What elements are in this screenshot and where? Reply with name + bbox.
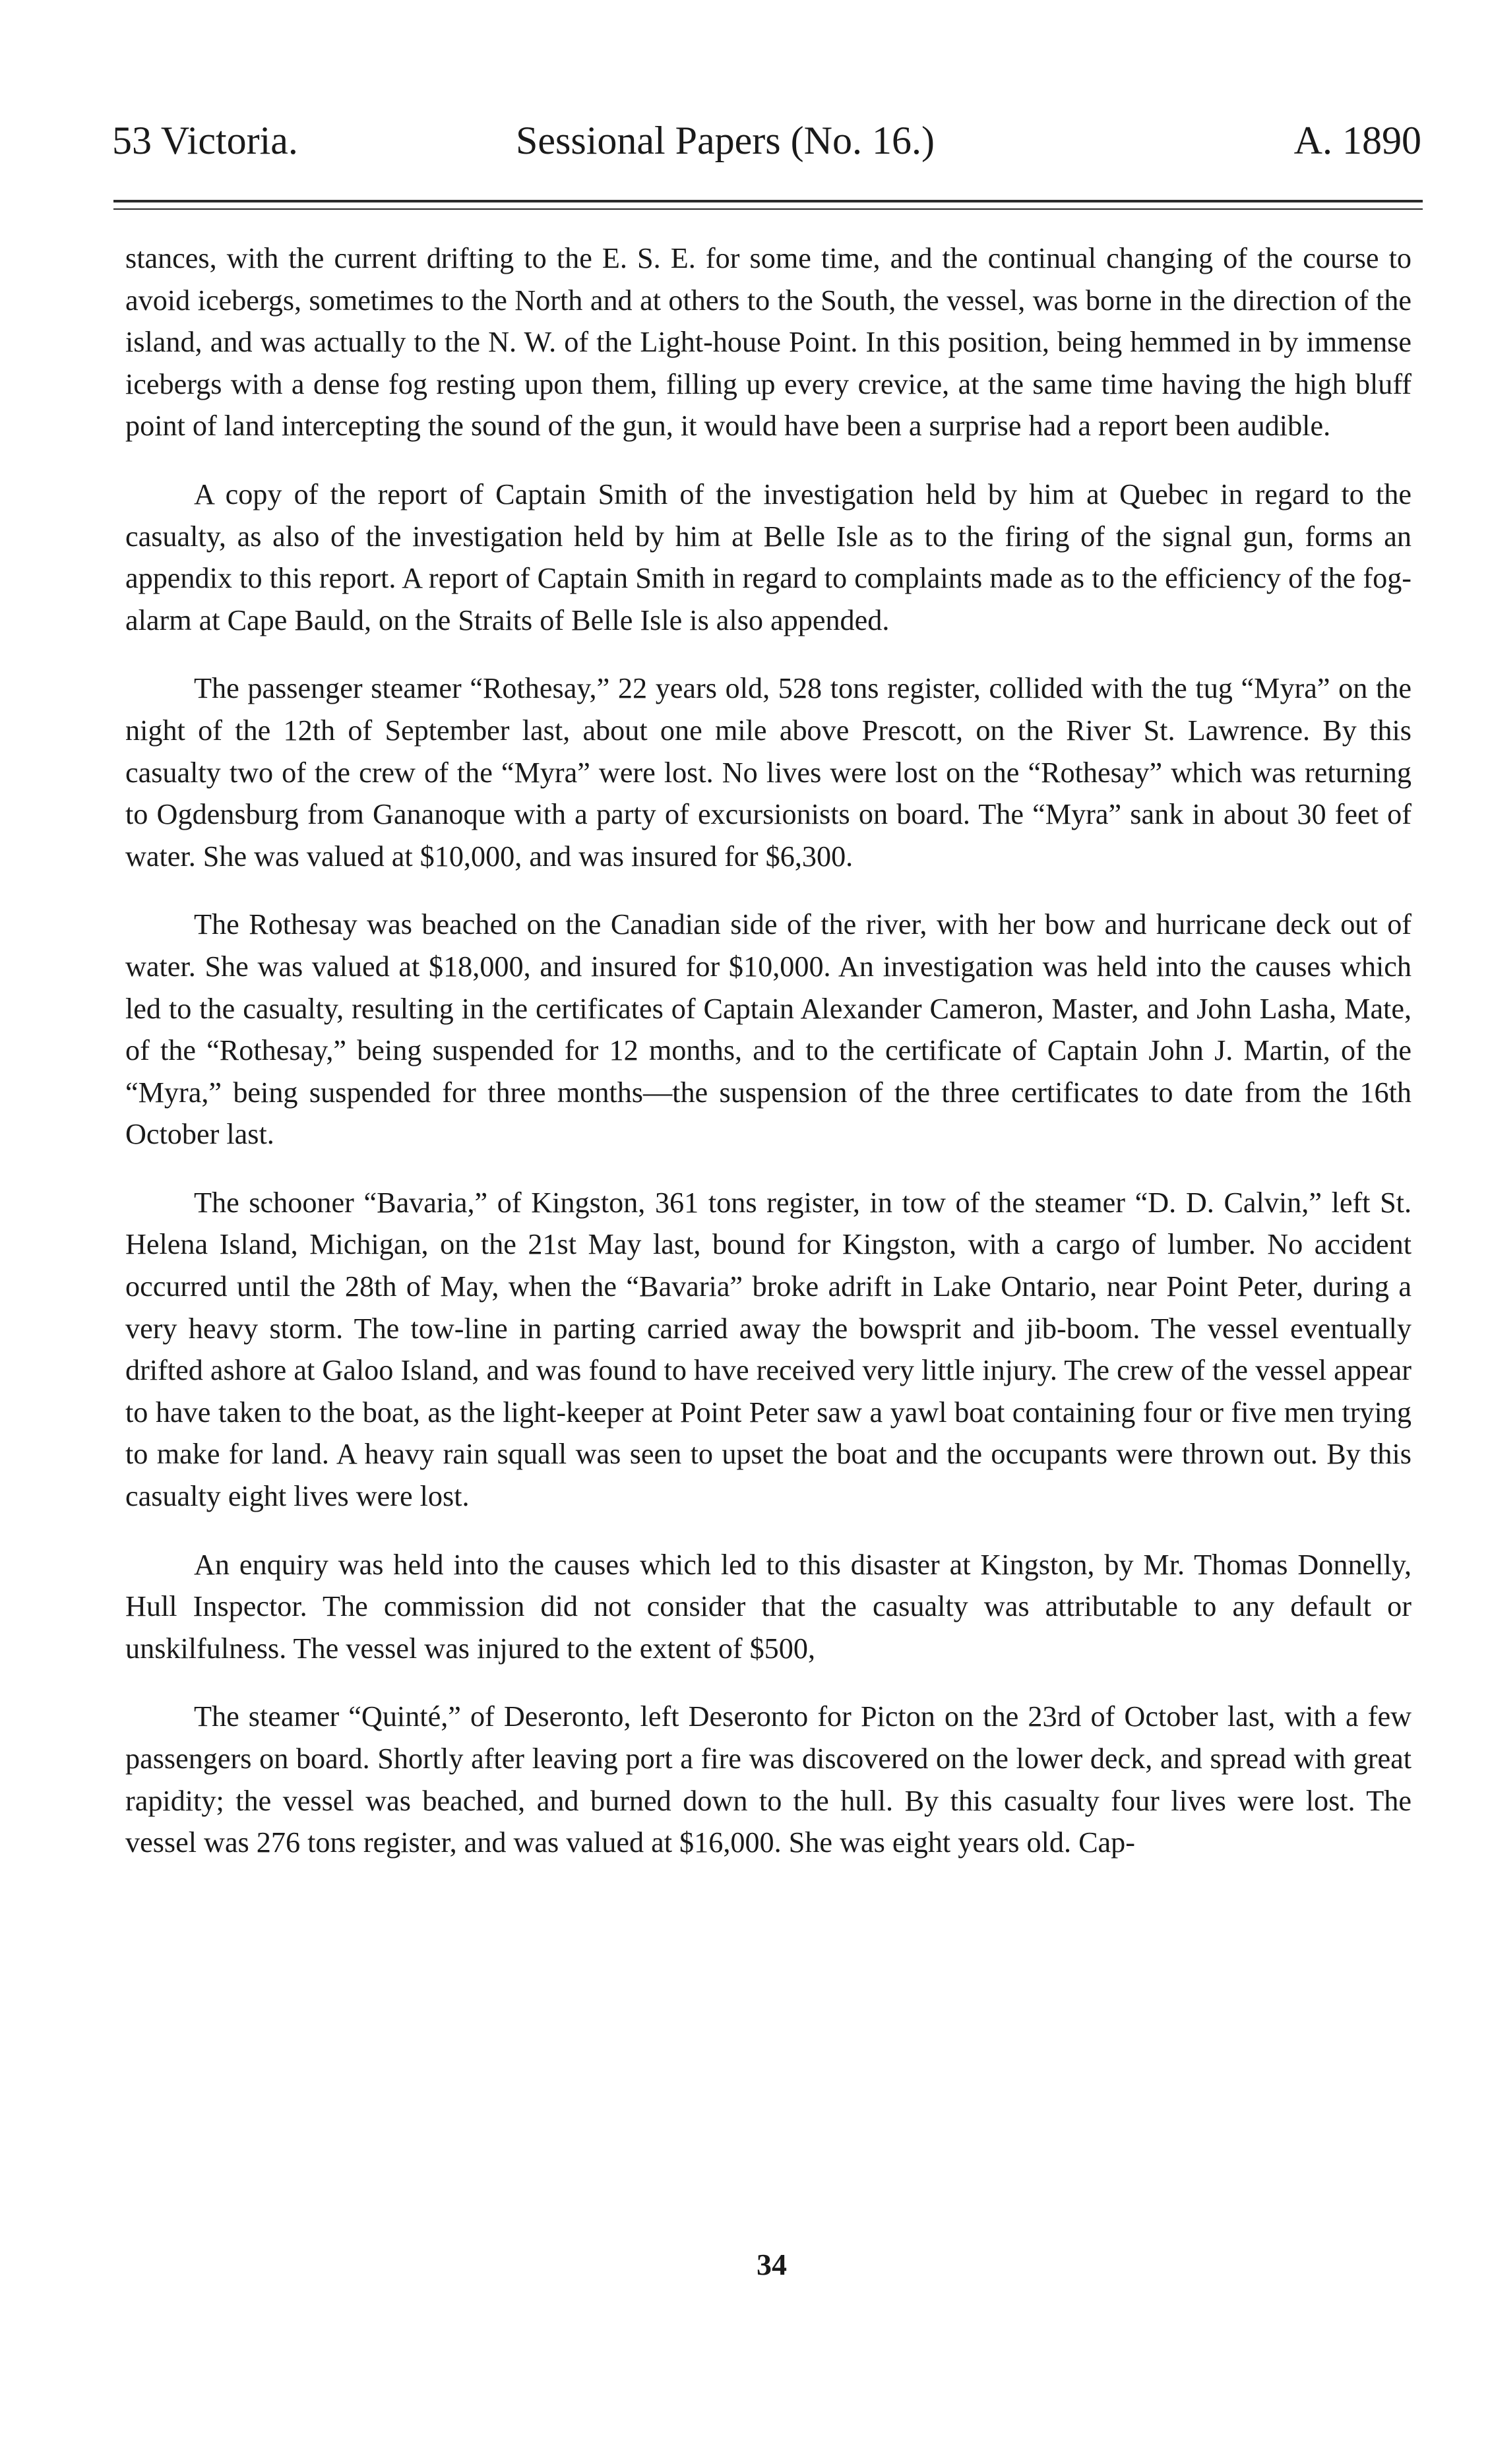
running-head (112, 111, 1421, 170)
page-number: 34 (757, 2248, 787, 2281)
paragraph: A copy of the report of Captain Smith of the investigation held by him at Quebec in regard to the casualty, as also of the investigation held by him at Belle Isle as to the firing of the signal gun, forms an appendix to this report. A report of Captain Smith in regard to complaints made as to the efficiency of the fog-alarm at Cape Bauld, on the Straits of Belle Isle is also appended. (125, 477, 1412, 636)
paragraph: An enquiry was held into the causes which led to this disaster at Kingston, by Mr. Thomas Donnelly, Hull Inspector. The commission did not consider that the casualty was attributable to any default or unskilfulness. The vessel was injured to the extent of $500, (125, 1548, 1412, 1665)
header-rule-top (113, 200, 1423, 202)
header-volume: 53 Victoria. (112, 119, 298, 162)
header-title: Sessional Papers (No. 16.) (516, 119, 935, 162)
paragraph: The schooner “Bavaria,” of Kingston, 361 tons register, in tow of the steamer “D. D. Calvin,” left St. Helena Island, Michigan, on the 21st May last, bound for Kingston, with a cargo of lumber. No accident occurred until the 28th of May, when the “Bavaria” broke adrift in Lake Ontario, near Point Peter, during a very heavy storm. The tow-line in parting carried away the bowsprit and jib-boom. The vessel eventually drifted ashore at Galoo Island, and was found to have received very little injury. The crew of the vessel appear to have taken to the boat, as the light-keeper at Point Peter saw a yawl boat containing four or five men trying to make for land. A heavy rain squall was seen to upset the boat and the occupants were thrown out. By this casualty eight lives were lost. (125, 1186, 1412, 1513)
paragraph: stances, with the current drifting to the E. S. E. for some time, and the continual changing of the course to avoid icebergs, sometimes to the North and at others to the South, the vessel, was borne in the direction of the island, and was actually to the N. W. of the Light-house Point. In this position, being hemmed in by immense icebergs with a dense fog resting upon them, filling up every crevice, at the same time having the high bluff point of land intercepting the sound of the gun, it would have been a surprise had a report been audible. (125, 242, 1412, 443)
paragraph: The passenger steamer “Rothesay,” 22 years old, 528 tons register, collided with the tug “Myra” on the night of the 12th of September last, about one mile above Prescott, on the River St. Lawrence. By this casualty two of the crew of the “Myra” were lost. No lives were lost on the “Rothesay” which was returning to Ogdensburg from Gananoque with a party of excursionists on board. The “Myra” sank in about 30 feet of water. She was valued at $10,000, and was insured for $6,300. (125, 672, 1412, 873)
paragraph: The Rothesay was beached on the Canadian side of the river, with her bow and hurricane deck out of water. She was valued at $18,000, and insured for $10,000. An investigation was held into the causes which led to the casualty, resulting in the certificates of Captain Alexander Cameron, Master, and John Lasha, Mate, of the “Rothesay,” being suspended for 12 months, and to the certificate of Captain John J. Martin, of the “Myra,” being suspended for three months—the suspension of the three certificates to date from the 16th October last. (125, 908, 1412, 1151)
header-year: A. 1890 (1293, 119, 1421, 162)
body-text (125, 237, 1412, 1864)
header-rule-bottom (113, 208, 1423, 210)
paragraph: The steamer “Quinté,” of Deseronto, left Deseronto for Picton on the 23rd of October last, with a few passengers on board. Shortly after leaving port a fire was discovered on the lower deck, and spread with great rapidity; the vessel was beached, and burned down to the hull. By this casualty four lives were lost. The vessel was 276 tons register, and was valued at $16,000. She was eight years old. Cap- (125, 1700, 1412, 1859)
